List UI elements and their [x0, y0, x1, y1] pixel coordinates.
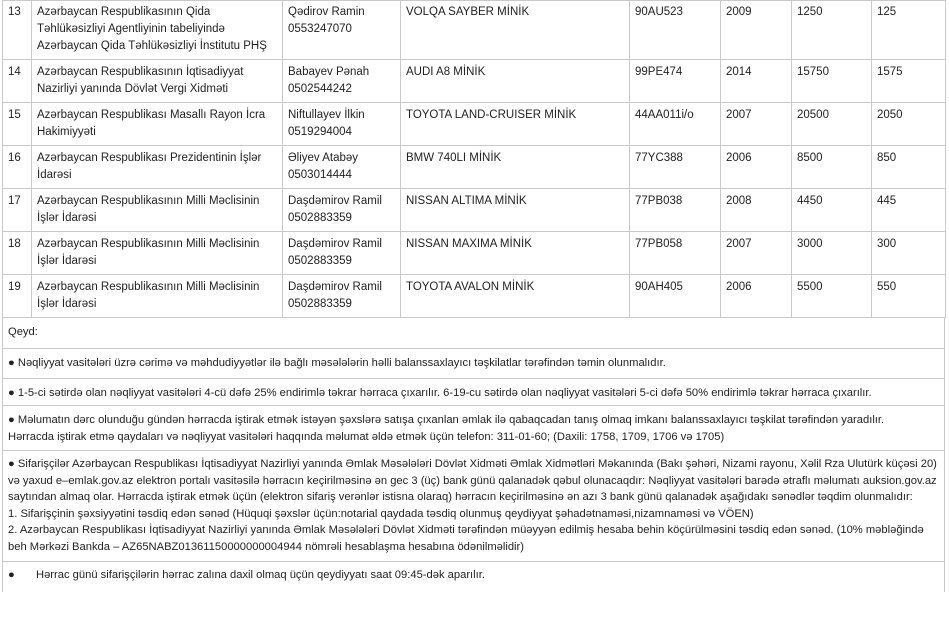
contact-name: Daşdəmirov Ramil — [288, 238, 382, 250]
table-row — [3, 1, 946, 60]
row-number: 19 — [3, 275, 32, 318]
row-number: 17 — [3, 189, 32, 232]
vehicle-model: TOYOTA LAND-CRUISER MİNİK — [401, 103, 630, 146]
starting-price: 3000 — [792, 232, 872, 275]
plate-number: 90AH405 — [630, 275, 721, 318]
plate-number: 99PE474 — [630, 60, 721, 103]
plate-number: 77PB058 — [630, 232, 721, 275]
contact-person — [283, 232, 401, 275]
notes-section — [2, 318, 945, 592]
starting-price: 5500 — [792, 275, 872, 318]
vehicle-table — [2, 0, 946, 318]
vehicle-model: AUDI A8 MİNİK — [401, 60, 630, 103]
row-number: 16 — [3, 146, 32, 189]
deposit-amount: 300 — [872, 232, 946, 275]
manufacture-year: 2006 — [721, 275, 792, 318]
vehicle-model: NISSAN ALTIMA MİNİK — [401, 189, 630, 232]
contact-phone: 0519294004 — [288, 126, 352, 138]
table-row — [3, 232, 946, 275]
starting-price: 20500 — [792, 103, 872, 146]
manufacture-year: 2008 — [721, 189, 792, 232]
plate-number: 77YC388 — [630, 146, 721, 189]
table-row — [3, 189, 946, 232]
plate-number: 77PB038 — [630, 189, 721, 232]
starting-price: 1250 — [792, 1, 872, 60]
deposit-amount: 1575 — [872, 60, 946, 103]
auction-document — [2, 0, 945, 592]
vehicle-model: NISSAN MAXIMA MİNİK — [401, 232, 630, 275]
table-row — [3, 60, 946, 103]
note-text: 1-5-ci sətirdə olan nəqliyyat vasitələri 4-cü dəfə 25% endirimlə təkrar hərraca çıxarılır. 6-19-cu sətirdə olan nəqliyyat vasitələri 5-ci dəfə 50% endirimlə təkrar hərraca çıxarılır. — [17, 386, 872, 399]
row-number: 15 — [3, 103, 32, 146]
contact-person — [283, 103, 401, 146]
contact-name: Əliyev Atabəy — [288, 152, 359, 164]
vehicle-model: VOLQA SAYBER MİNİK — [401, 1, 630, 60]
manufacture-year: 2007 — [721, 232, 792, 275]
row-number: 14 — [3, 60, 32, 103]
organization-name: Azərbaycan Respublikasının Milli Məclisinin İşlər İdarəsi — [32, 275, 283, 318]
manufacture-year: 2009 — [721, 1, 792, 60]
manufacture-year: 2007 — [721, 103, 792, 146]
organization-name: Azərbaycan Respublikasının Milli Məclisinin İşlər İdarəsi — [32, 189, 283, 232]
bullet-icon: ● — [8, 414, 15, 426]
starting-price: 15750 — [792, 60, 872, 103]
plate-number: 90AU523 — [630, 1, 721, 60]
note-text: Hərrac günü sifarişçilərin hərrac zalına daxil olmaq üçün qeydiyyatı saat 09:45-dək aparılır. — [36, 569, 485, 581]
deposit-amount: 125 — [872, 1, 946, 60]
contact-person — [283, 189, 401, 232]
note-text: Nəqliyyat vasitələri üzrə cərimə və məhdudiyyətlər ilə bağlı məsələlərin həlli balanssaxlayıcı təşkilatlar tərəfindən təmin olunmalıdır. — [17, 357, 666, 369]
required-document-2: 2. Azərbaycan Respublikası İqtisadiyyat Nazirliyi yanında Əmlak Məsələləri Dövlət Xidməti tərəfindən müəyyən edilmiş hesaba behin köçürülməsini təsdiq edən sənəd. (10% məbləğində beh Mərkəzi Bankda – AZ65NABZ01361150000000004944 nömrəli hesablaşma hesabına ödənilməlidir) — [8, 524, 924, 553]
contact-phone: 0553247070 — [288, 23, 352, 35]
deposit-amount: 850 — [872, 146, 946, 189]
bullet-icon: ● — [8, 458, 15, 470]
bullet-icon: ● — [8, 357, 15, 369]
contact-person — [283, 275, 401, 318]
vehicle-model: TOYOTA AVALON MİNİK — [401, 275, 630, 318]
note-inspection — [3, 406, 944, 451]
vehicle-table-body — [3, 1, 946, 318]
contact-name: Babayev Pənah — [288, 66, 370, 78]
note-penalties — [3, 349, 944, 379]
starting-price: 4450 — [792, 189, 872, 232]
contact-phone: 0503014444 — [288, 169, 352, 181]
note-text: Sifarişçilər Azərbaycan Respublikası İqtisadiyyat Nazirliyi yanında Əmlak Məsələləri Dövlət Xidməti Əmlak Xidmətləri Məkanında (Bakı şəhəri, Nizami rayonu, Xəlil Rza Ulutürk küçəsi 20) və yaxud e–emlak.gov.az elektron portalı vasitəsilə hərracın keçirilməsinə ən gec 3 (üç) bank günü qalanadək qəbul olunacaqdır: Nəqliyyat vasitələri barədə ətraflı məlumatı auksion.gov.az saytından almaq olar. Hərracda iştirak etmək üçün (elektron sifariş verənlər istisna olaraq) hərracın keçirilməsinə ən azı 3 bank günü qalanadək aşağıdakı sənədlər təqdim olunmalıdır: — [8, 458, 937, 503]
note-text: Məlumatın dərc olunduğu gündən hərracda iştirak etmək istəyən şəxslərə satışa çıxanlan əmlak ilə qabaqcadan tanış olmaq imkanı balanssaxlayıcı təşkilat tərəfindən yaradılır. — [17, 414, 885, 426]
manufacture-year: 2014 — [721, 60, 792, 103]
contact-phone: 0502883359 — [288, 255, 352, 267]
row-number: 13 — [3, 1, 32, 60]
contact-person — [283, 146, 401, 189]
deposit-amount: 2050 — [872, 103, 946, 146]
bullet-icon: ● — [8, 569, 15, 581]
note-applications — [3, 451, 944, 562]
table-row — [3, 275, 946, 318]
vehicle-model: BMW 740LI MİNİK — [401, 146, 630, 189]
table-row — [3, 103, 946, 146]
note-contact-phone: Hərracda iştirak etmə qaydaları və nəqliyyat vasitələri haqqında məlumat əldə etmək üçün telefon: 311-01-60; (Daxili: 1758, 1709, 1706 və 1705) — [8, 430, 725, 443]
contact-phone: 0502883359 — [288, 298, 352, 310]
contact-name: Qədirov Ramin — [288, 6, 365, 18]
contact-name: Niftullayev İlkin — [288, 109, 365, 121]
row-number: 18 — [3, 232, 32, 275]
note-discounts — [3, 379, 944, 407]
required-document-1: 1. Sifarişçinin şəxsiyyətini təsdiq edən sənəd (Hüquqi şəxslər üçün:notarial qaydada təsdiq olunmuş qeydiyyat şəhadətnaməsi,nizamnaməsi və VÖEN) — [8, 507, 754, 520]
deposit-amount: 445 — [872, 189, 946, 232]
organization-name: Azərbaycan Respublikasının Milli Məclisinin İşlər İdarəsi — [32, 232, 283, 275]
note-registration-time — [3, 562, 944, 592]
contact-name: Daşdəmirov Ramil — [288, 195, 382, 207]
deposit-amount: 550 — [872, 275, 946, 318]
contact-phone: 0502883359 — [288, 212, 352, 224]
manufacture-year: 2006 — [721, 146, 792, 189]
contact-person — [283, 60, 401, 103]
notes-title: Qeyd: — [3, 318, 944, 349]
contact-name: Daşdəmirov Ramil — [288, 281, 382, 293]
organization-name: Azərbaycan Respublikasının İqtisadiyyat Nazirliyi yanında Dövlət Vergi Xidməti — [32, 60, 283, 103]
organization-name: Azərbaycan Respublikası Prezidentinin İşlər İdarəsi — [32, 146, 283, 189]
table-row — [3, 146, 946, 189]
starting-price: 8500 — [792, 146, 872, 189]
organization-name: Azərbaycan Respublikası Masallı Rayon İcra Hakimiyyəti — [32, 103, 283, 146]
organization-name: Azərbaycan Respublikasının Qida Təhlükəsizliyi Agentliyinin tabeliyində Azərbaycan Qida Təhlükəsizliyi İnstitutu PHŞ — [32, 1, 283, 60]
contact-person — [283, 1, 401, 60]
contact-phone: 0502544242 — [288, 83, 352, 95]
plate-number: 44AA011i/o — [630, 103, 721, 146]
bullet-icon: ● — [8, 386, 15, 399]
